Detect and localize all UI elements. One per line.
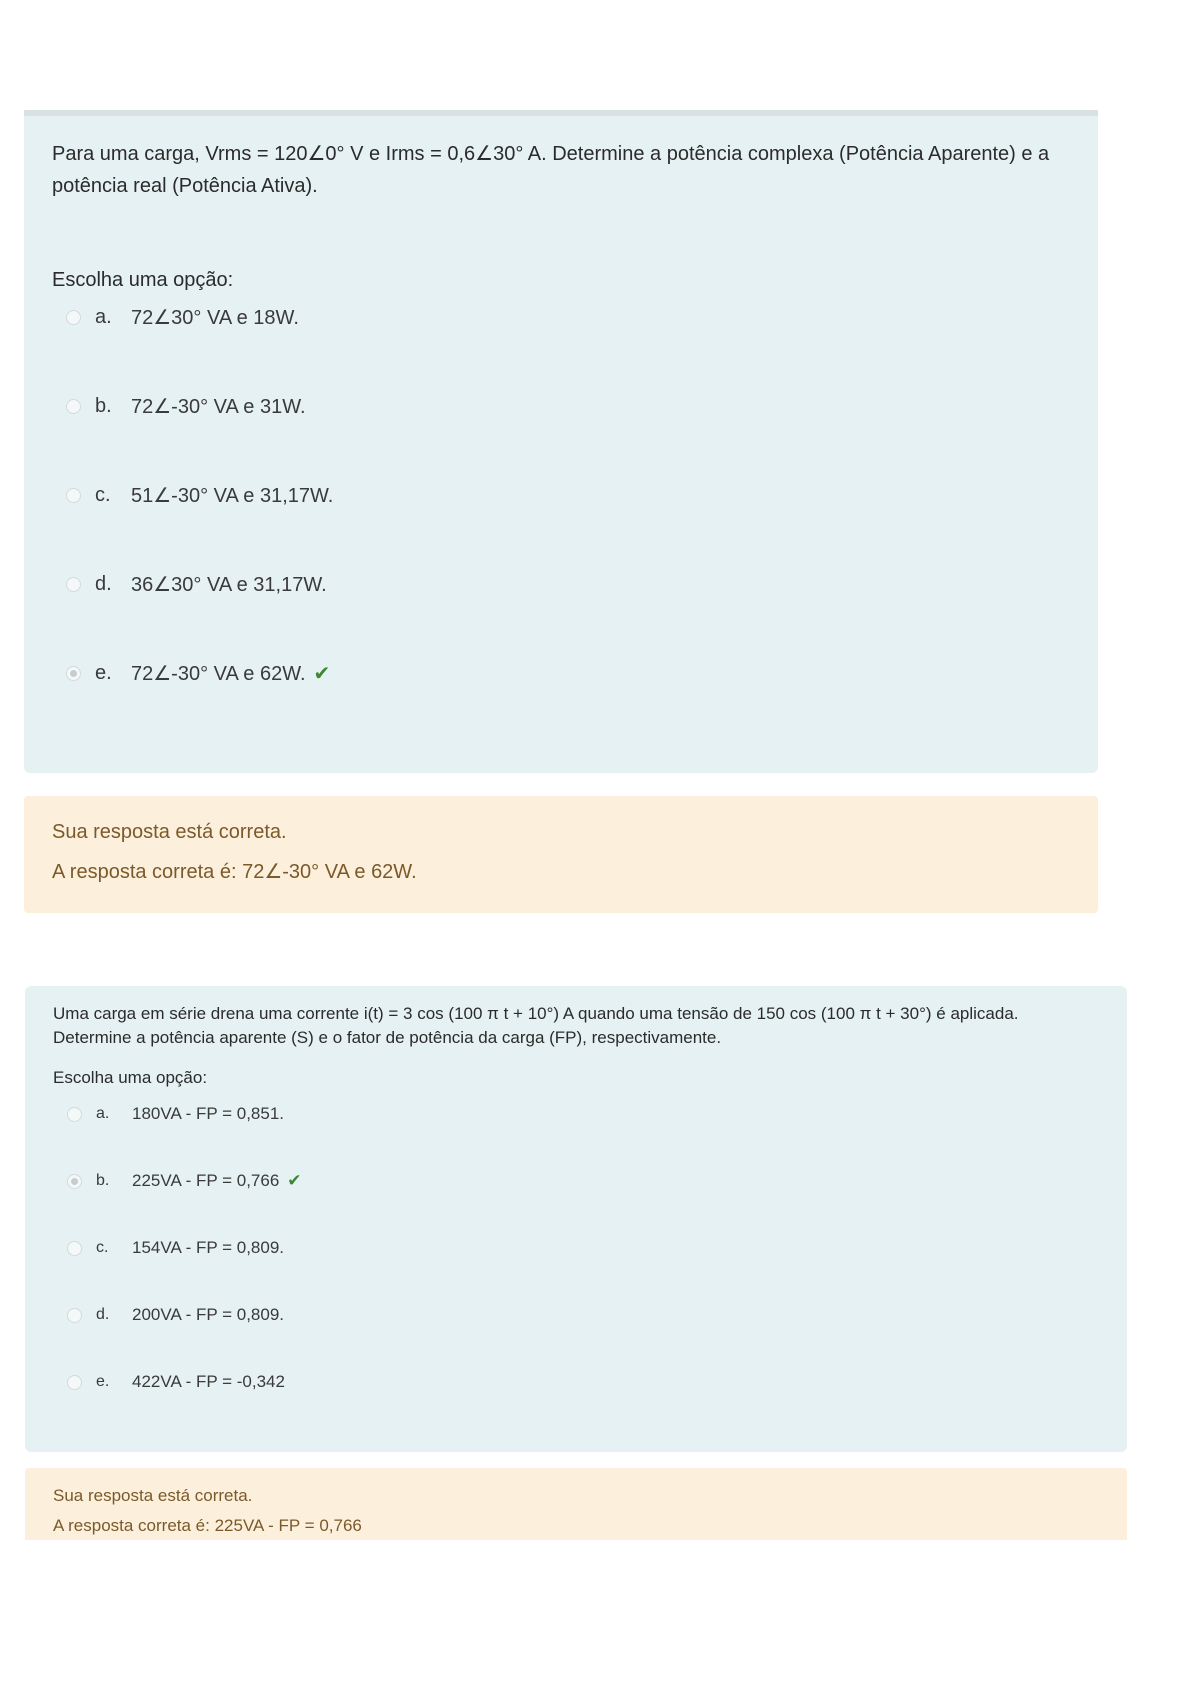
- option-text: 180VA - FP = 0,851.: [132, 1104, 285, 1123]
- option-text: 422VA - FP = -0,342: [132, 1372, 285, 1391]
- radio-button[interactable]: [67, 1375, 82, 1390]
- question-1-text: Para uma carga, Vrms = 120∠0° V e Irms = 0,6∠30° A. Determine a potência complexa (Potência Aparente) e a potência real (Potência Ativa).: [52, 143, 1050, 197]
- answer-option-c[interactable]: [52, 480, 1070, 510]
- radio-button[interactable]: [67, 1241, 82, 1256]
- question-1-prompt: Escolha uma opção:: [52, 269, 234, 291]
- answer-option-d[interactable]: [52, 569, 1070, 599]
- answer-option-d[interactable]: [53, 1303, 1099, 1327]
- answer-option-a[interactable]: [53, 1102, 1099, 1126]
- option-letter: a.: [96, 1105, 110, 1122]
- option-letter: c.: [95, 483, 111, 506]
- answer-option-c[interactable]: [53, 1236, 1099, 1260]
- option-letter: e.: [96, 1373, 110, 1390]
- answer-option-b[interactable]: [53, 1169, 1099, 1193]
- answer-option-a[interactable]: [52, 302, 1070, 332]
- feedback-correct-answer: A resposta correta é: 225VA - FP = 0,766: [53, 1516, 362, 1535]
- question-1-feedback: [24, 796, 1098, 913]
- feedback-status: Sua resposta está correta.: [53, 1486, 253, 1505]
- option-text: 36∠30° VA e 31,17W.: [131, 573, 327, 596]
- option-letter: b.: [96, 1172, 110, 1189]
- question-2-feedback: [25, 1468, 1127, 1540]
- option-letter: d.: [95, 572, 112, 595]
- option-text: 72∠-30° VA e 62W.: [131, 662, 306, 685]
- radio-button[interactable]: [66, 488, 81, 503]
- answer-option-e[interactable]: [52, 658, 1070, 688]
- answer-option-e[interactable]: [53, 1370, 1099, 1394]
- option-text: 51∠-30° VA e 31,17W.: [131, 484, 334, 507]
- option-text: 200VA - FP = 0,809.: [132, 1305, 285, 1324]
- checkmark-icon: ✔: [313, 662, 331, 685]
- option-text: 154VA - FP = 0,809.: [132, 1238, 285, 1257]
- radio-button[interactable]: [67, 1107, 82, 1122]
- question-1-card: [24, 110, 1098, 773]
- radio-button-selected[interactable]: [66, 666, 81, 681]
- question-2-answers: [53, 1102, 1099, 1394]
- option-letter: d.: [96, 1306, 110, 1323]
- question-2-text: Uma carga em série drena uma corrente i(t) = 3 cos (100 π t + 10°) A quando uma tensão de 150 cos (100 π t + 30°) é aplicada. Determine a potência aparente (S) e o fator de potência da carga (FP), respectivamente.: [53, 1004, 1019, 1047]
- option-text: 72∠30° VA e 18W.: [131, 306, 299, 329]
- radio-button[interactable]: [66, 399, 81, 414]
- question-1-answers: [52, 302, 1070, 688]
- option-text: 72∠-30° VA e 31W.: [131, 395, 306, 418]
- radio-button-selected[interactable]: [67, 1174, 82, 1189]
- feedback-status: Sua resposta está correta.: [52, 821, 287, 843]
- feedback-correct-answer: A resposta correta é: 72∠-30° VA e 62W.: [52, 861, 417, 883]
- option-text: 225VA - FP = 0,766: [132, 1171, 280, 1190]
- answer-option-b[interactable]: [52, 391, 1070, 421]
- option-letter: a.: [95, 305, 112, 328]
- option-letter: c.: [96, 1239, 109, 1256]
- question-2-prompt: Escolha uma opção:: [53, 1068, 208, 1087]
- option-letter: b.: [95, 394, 112, 417]
- radio-button[interactable]: [66, 310, 81, 325]
- question-2-card: [25, 986, 1127, 1452]
- radio-button[interactable]: [67, 1308, 82, 1323]
- radio-button[interactable]: [66, 577, 81, 592]
- option-letter: e.: [95, 661, 112, 684]
- checkmark-icon: ✔: [287, 1171, 302, 1190]
